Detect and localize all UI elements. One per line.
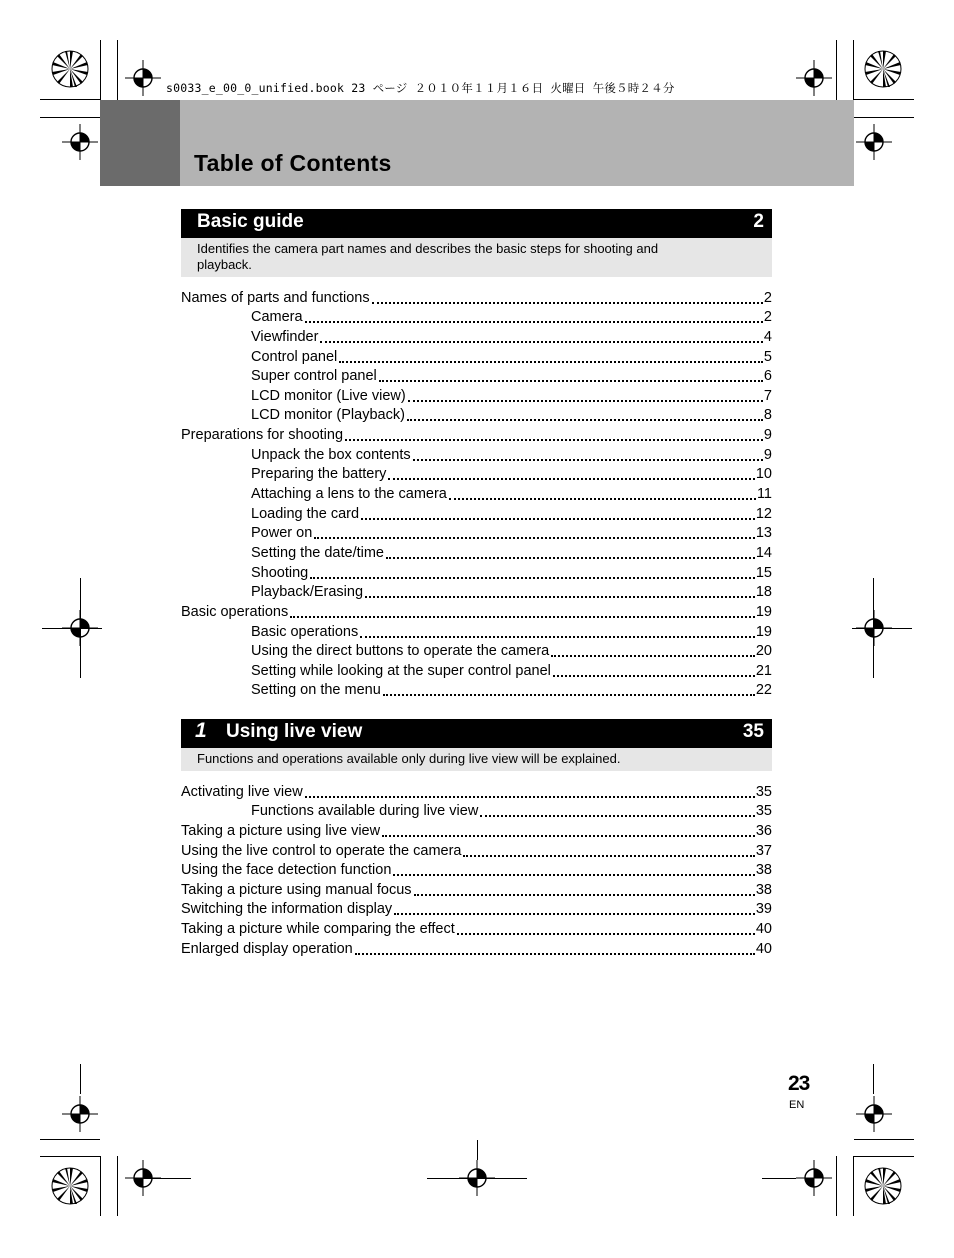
toc-entry-page: 9 — [763, 427, 772, 444]
toc-entry[interactable] — [181, 601, 772, 621]
toc-entry[interactable] — [181, 523, 772, 543]
chapter-number: 1 — [195, 719, 207, 742]
toc-entry-page: 19 — [755, 623, 772, 640]
toc-entry-title: Using the face detection function — [181, 862, 392, 879]
page-title: Table of Contents — [194, 150, 392, 176]
toc-entry[interactable] — [181, 385, 772, 405]
dot-leader — [290, 616, 755, 618]
dot-leader — [314, 537, 755, 539]
dot-leader — [388, 478, 754, 480]
dot-leader — [408, 400, 763, 402]
toc-entry-title: Basic operations — [251, 623, 359, 640]
starburst-mark-icon — [864, 50, 902, 88]
dot-leader — [480, 815, 755, 817]
toc-entry-page: 18 — [755, 584, 772, 601]
toc-entry-page: 2 — [763, 309, 772, 326]
toc-entry[interactable] — [181, 641, 772, 661]
toc-entry[interactable] — [181, 464, 772, 484]
toc-entry[interactable] — [181, 879, 772, 899]
registration-mark-icon — [856, 1096, 892, 1132]
toc-entry-page: 40 — [755, 921, 772, 938]
dot-leader — [372, 302, 763, 304]
toc-entry-title: Setting while looking at the super control panel — [251, 662, 551, 679]
dot-leader — [414, 894, 755, 896]
toc-entry-page: 19 — [755, 603, 772, 620]
toc-entry-page: 14 — [755, 544, 772, 561]
dot-leader — [320, 341, 762, 343]
toc-entry[interactable] — [181, 503, 772, 523]
dot-leader — [553, 675, 755, 677]
toc-entry-page: 2 — [763, 289, 772, 306]
toc-entry-page: 38 — [755, 881, 772, 898]
toc-entry-title: Control panel — [251, 348, 338, 365]
dot-leader — [339, 361, 763, 363]
page-number: 23 — [788, 1072, 810, 1095]
dot-leader — [361, 518, 755, 520]
toc-entry[interactable] — [181, 307, 772, 327]
toc-entry-title: Playback/Erasing — [251, 584, 364, 601]
toc-entry[interactable] — [181, 860, 772, 880]
dot-leader — [305, 796, 755, 798]
dot-leader — [345, 439, 763, 441]
toc-entry[interactable] — [181, 938, 772, 958]
starburst-mark-icon — [51, 50, 89, 88]
toc-entry-title: Taking a picture using manual focus — [181, 881, 412, 898]
registration-mark-icon — [796, 1160, 832, 1196]
toc-entry-page: 4 — [763, 328, 772, 345]
registration-mark-icon — [796, 60, 832, 96]
dot-leader — [365, 596, 755, 598]
toc-entry-page: 40 — [755, 940, 772, 957]
toc-entry-title: Power on — [251, 525, 313, 542]
dot-leader — [463, 855, 754, 857]
toc-entry-page: 35 — [755, 783, 772, 800]
toc-entry-page: 37 — [755, 842, 772, 859]
toc-entry-title: Functions available during live view — [251, 803, 479, 820]
toc-entry[interactable] — [181, 680, 772, 700]
section-description — [181, 748, 772, 771]
section-name: Using live view — [226, 721, 363, 742]
toc-entry[interactable] — [181, 562, 772, 582]
section-header-using-live-view[interactable] — [181, 719, 772, 748]
toc-entry-title: Loading the card — [251, 505, 360, 522]
toc-entry-page: 8 — [763, 407, 772, 424]
toc-entry-page: 13 — [755, 525, 772, 542]
section-name: Basic guide — [197, 211, 304, 232]
toc-entry-title: Viewfinder — [251, 328, 319, 345]
toc-entry-page: 36 — [755, 822, 772, 839]
toc-entry[interactable] — [181, 899, 772, 919]
toc-entry-title: Taking a picture while comparing the effect — [181, 921, 455, 938]
dot-leader — [355, 953, 755, 955]
toc-entry-page: 15 — [755, 564, 772, 581]
toc-entry-page: 6 — [763, 368, 772, 385]
dot-leader — [383, 694, 755, 696]
toc-entry-title: LCD monitor (Playback) — [251, 407, 405, 424]
toc-entry[interactable] — [181, 287, 772, 307]
section-description — [181, 238, 772, 277]
toc-entry[interactable] — [181, 801, 772, 821]
toc-entry[interactable] — [181, 820, 772, 840]
section-description-text: Functions and operations available only during live view will be explained. — [197, 751, 621, 766]
dot-leader — [449, 498, 756, 500]
toc-entry-title: Unpack the box contents — [251, 446, 411, 463]
toc-entry-page: 35 — [755, 803, 772, 820]
toc-entry-page: 7 — [763, 387, 772, 404]
toc-entry-title: Camera — [251, 309, 303, 326]
page-language: EN — [789, 1099, 805, 1111]
section-header-basic-guide[interactable] — [181, 209, 772, 238]
toc-list-basic-guide — [181, 287, 772, 699]
dot-leader — [393, 874, 754, 876]
toc-entry[interactable] — [181, 542, 772, 562]
dot-leader — [457, 933, 755, 935]
toc-entry[interactable] — [181, 660, 772, 680]
toc-entry-page: 11 — [756, 486, 772, 503]
starburst-mark-icon — [864, 1167, 902, 1205]
toc-entry-page: 22 — [755, 682, 772, 699]
registration-mark-icon — [856, 124, 892, 160]
toc-entry[interactable] — [181, 405, 772, 425]
toc-entry[interactable] — [181, 346, 772, 366]
toc-entry[interactable] — [181, 424, 772, 444]
dot-leader — [551, 655, 755, 657]
registration-mark-icon — [62, 1096, 98, 1132]
toc-entry-page: 10 — [755, 466, 772, 483]
section-description-text: Identifies the camera part names and describes the basic steps for shooting and playback. — [197, 241, 659, 272]
toc-entry-page: 20 — [755, 643, 772, 660]
toc-entry[interactable] — [181, 366, 772, 386]
toc-entry-title: Preparations for shooting — [181, 427, 344, 444]
dot-leader — [305, 321, 763, 323]
toc-list-using-live-view — [181, 781, 772, 958]
toc-entry[interactable] — [181, 840, 772, 860]
starburst-mark-icon — [51, 1167, 89, 1205]
toc-entry-page: 39 — [755, 901, 772, 918]
toc-entry-title: Setting on the menu — [251, 682, 381, 699]
toc-entry-page: 21 — [755, 662, 772, 679]
toc-entry[interactable] — [181, 621, 772, 641]
toc-entry-title: Activating live view — [181, 783, 303, 800]
toc-entry[interactable] — [181, 918, 772, 938]
toc-entry-title: Using the direct buttons to operate the camera — [251, 643, 550, 660]
dot-leader — [386, 557, 755, 559]
toc-entry-page: 12 — [755, 505, 772, 522]
dot-leader — [407, 419, 763, 421]
toc-entry[interactable] — [181, 483, 772, 503]
toc-entry-title: Using the live control to operate the camera — [181, 842, 462, 859]
toc-entry-title: Switching the information display — [181, 901, 393, 918]
registration-mark-icon — [62, 124, 98, 160]
print-slug: s0033_e_00_0_unified.book 23 ページ ２０１０年１１月１６日 火曜日 午後５時２４分 — [166, 81, 675, 95]
section-page: 2 — [753, 211, 764, 232]
dot-leader — [413, 459, 763, 461]
toc-entry[interactable] — [181, 781, 772, 801]
dot-leader — [394, 913, 755, 915]
toc-entry-title: Enlarged display operation — [181, 940, 353, 957]
toc-entry[interactable] — [181, 326, 772, 346]
toc-entry-title: Preparing the battery — [251, 466, 387, 483]
toc-entry-title: Setting the date/time — [251, 544, 384, 561]
toc-entry-title: Attaching a lens to the camera — [251, 486, 447, 503]
toc-entry-page: 9 — [763, 446, 772, 463]
toc-entry[interactable] — [181, 444, 772, 464]
dot-leader — [310, 577, 755, 579]
toc-entry-title: LCD monitor (Live view) — [251, 387, 406, 404]
title-band-accent — [100, 100, 180, 186]
registration-mark-icon — [125, 60, 161, 96]
toc-entry-title: Shooting — [251, 564, 309, 581]
toc-entry-title: Basic operations — [181, 603, 289, 620]
dot-leader — [360, 636, 755, 638]
dot-leader — [379, 380, 763, 382]
toc-entry-title: Names of parts and functions — [181, 289, 370, 306]
section-page: 35 — [742, 721, 764, 742]
dot-leader — [382, 835, 755, 837]
toc-entry[interactable] — [181, 582, 772, 602]
toc-entry-page: 5 — [763, 348, 772, 365]
toc-entry-title: Super control panel — [251, 368, 377, 385]
toc-entry-title: Taking a picture using live view — [181, 822, 381, 839]
toc-entry-page: 38 — [755, 862, 772, 879]
